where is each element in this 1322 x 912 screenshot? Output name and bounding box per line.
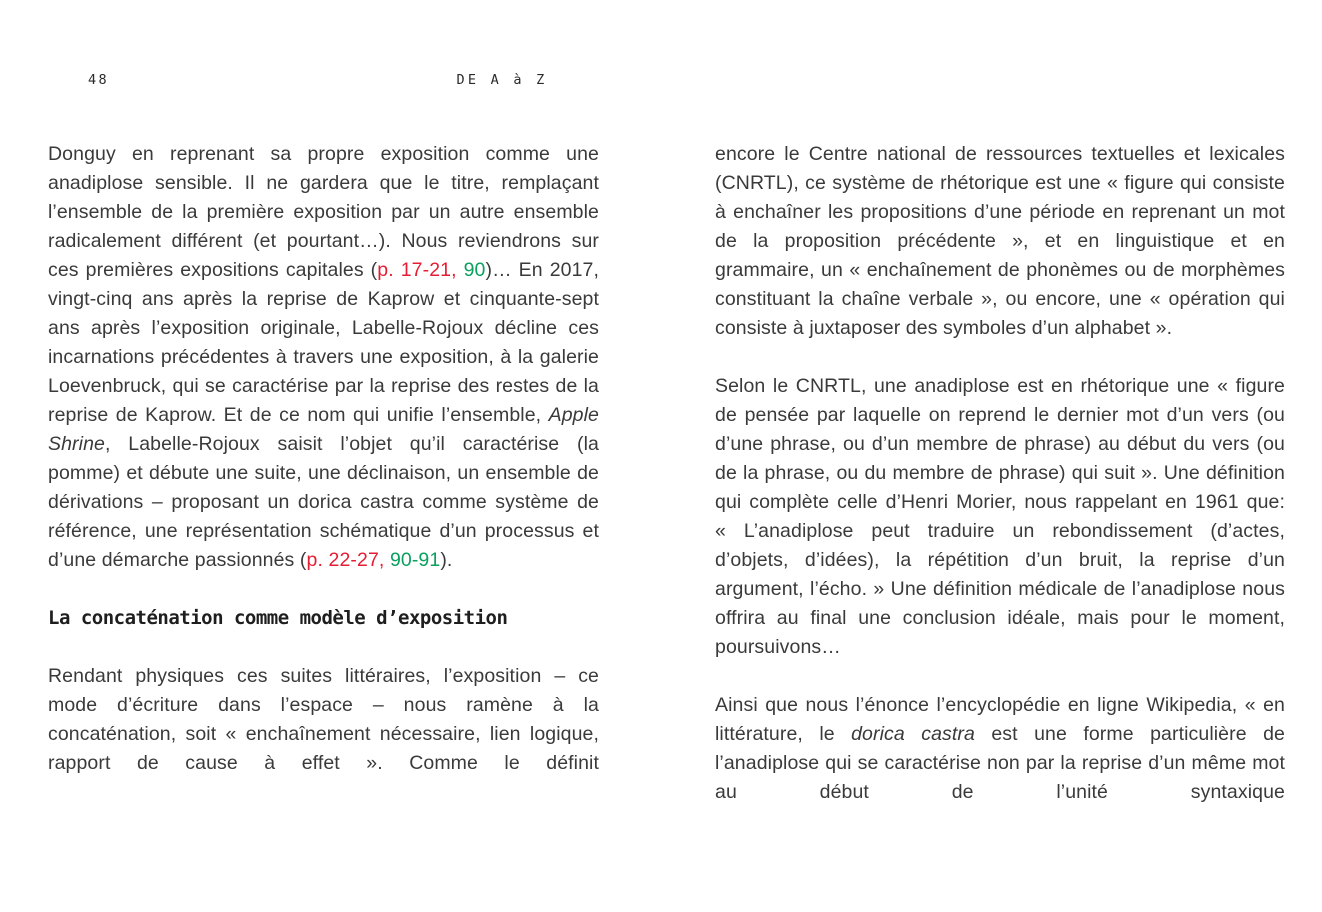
page-number: 48: [88, 72, 110, 88]
paragraph-right-3: [715, 691, 1285, 807]
paragraph-right-2: Selon le CNRTL, une anadiplose est en rhétorique une « figure de pensée par laquelle on reprend le dernier mot d’un vers (ou d’une phrase, ou d’un membre de phrase) au début du vers (ou de la phrase, ou du membre de phrase) qui suit ». Une définition qui complète celle d’Henri Morier, nous rappelant en 1961 que: « L’anadiplose peut traduire un rebondissement (d’actes, d’objets, d’idées), la répétition d’un bruit, la reprise d’un argument, l’écho. » Une définition médicale de l’anadiplose nous offrira au final une conclusion idéale, mais pour le moment, poursuivons…: [715, 375, 1285, 658]
text-segment: )… En 2017, vingt-cinq ans après la reprise de Kaprow et cinquante-sept ans après l’exposition originale, Labelle-Rojoux décline ces incarnations précédentes à travers une exposition, à la galerie Loevenbruck, qui se caractérise par la reprise des restes de la reprise de Kaprow. Et de ce nom qui unifie l’ensemble,: [48, 259, 600, 426]
text-segment: , Labelle-Rojoux saisit l’objet qu’il caractérise (la pomme) et débute une suite, une déclinaison, un ensemble de dérivations – proposant un dorica castra comme système de référence, une représentation schématique d’un processus et d’une démarche passionnés (: [48, 433, 599, 571]
page-ref-green: 90: [463, 259, 486, 281]
page-ref-red: p. 17-21,: [377, 259, 457, 281]
text-segment: est une forme particulière de l’anadiplose qui se caractérise non par la reprise d’un même mot au début de l’unité syntaxique: [715, 723, 1285, 803]
paragraph-right-1: encore le Centre national de ressources textuelles et lexicales (CNRTL), ce système de rhétorique est une « figure qui consiste à enchaîner les propositions d’une période en reprenant un mot de la proposition précédente », et en linguistique et en grammaire, un « enchaînement de phonèmes ou de morphèmes constituant la chaîne verbale », ou encore, une « opération qui consiste à juxtaposer des symboles d’un alphabet ».: [715, 143, 1285, 339]
section-heading: La concaténation comme modèle d’exposition: [48, 607, 508, 629]
right-column: [715, 140, 1285, 836]
italic-work-title: Apple Shrine: [48, 404, 599, 455]
left-column: [48, 140, 599, 807]
text-segment: Ainsi que nous l’énonce l’encyclopédie en ligne Wikipedia, « en littérature, le: [715, 694, 1285, 745]
text-segment: [457, 259, 464, 281]
text-segment: ).: [440, 549, 453, 571]
paragraph-left-2: Rendant physiques ces suites littéraires, l’exposition – ce mode d’écriture dans l’espace – nous ramène à la concaténation, soit « enchaînement nécessaire, lien logique, rapport de cause à effet ». Comme le définit: [48, 665, 599, 774]
page-ref-green: 90-91: [389, 549, 441, 571]
italic-term: dorica castra: [851, 723, 975, 745]
page-ref-red: p. 22-27,: [306, 549, 385, 571]
running-header-title: DE A à Z: [456, 72, 548, 88]
text-segment: Donguy en reprenant sa propre exposition comme une anadiplose sensible. Il ne gardera que le titre, remplaçant l’ensemble de la première exposition par un autre ensemble radicalement différent (et pourtant…). Nous reviendrons sur ces premières expositions capitales (: [48, 143, 599, 281]
paragraph-left-1: [48, 140, 599, 575]
